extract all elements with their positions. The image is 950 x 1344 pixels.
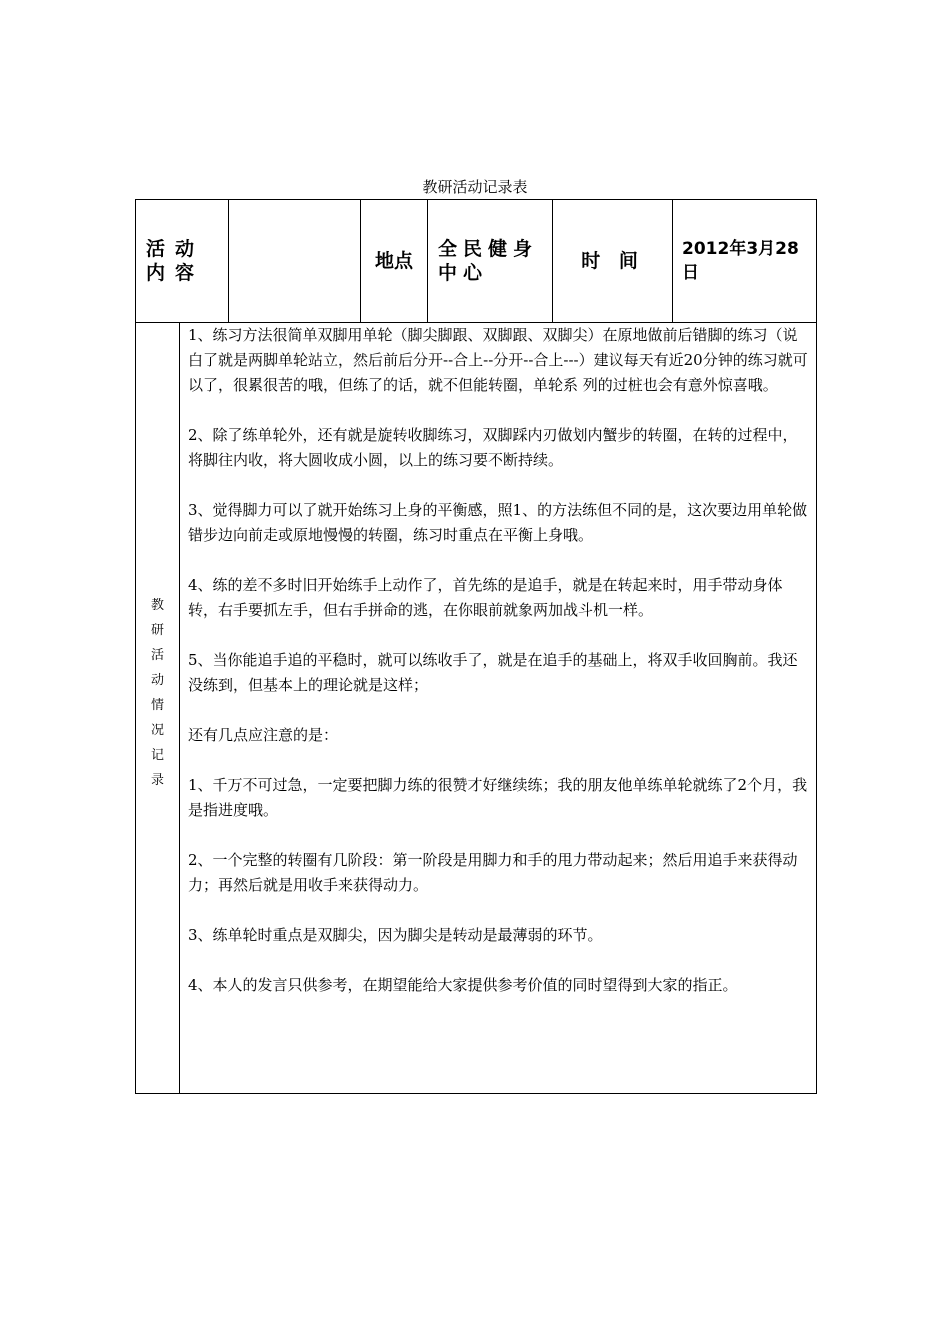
record-row [136, 323, 817, 1094]
time-label-text: 时 间 [581, 250, 644, 272]
side-label-char: 况 [150, 723, 164, 738]
side-label-char: 情 [150, 698, 164, 713]
record-paragraph: 2、除了练单轮外，还有就是旋转收脚练习，双脚踩内刃做划内蟹步的转圈，在转的过程中，将脚往内收，将大圆收成小圆，以上的练习要不断持续。 [188, 426, 798, 469]
side-label-char: 动 [150, 673, 164, 688]
record-paragraph: 3、觉得脚力可以了就开始练习上身的平衡感，照1、的方法练但不同的是，这次要边用单轮做错步边向前走或原地慢慢的转圈，练习时重点在平衡上身哦。 [188, 501, 808, 544]
record-paragraph: 5、当你能追手追的平稳时，就可以练收手了，就是在追手的基础上，将双手收回胸前。我还没练到，但基本上的理论就是这样； [188, 651, 798, 694]
record-paragraph: 4、本人的发言只供参考，在期望能给大家提供参考价值的同时望得到大家的指正。 [188, 976, 738, 994]
side-label-char: 教 [150, 598, 164, 613]
record-paragraph: 1、练习方法很简单双脚用单轮（脚尖脚跟、双脚跟、双脚尖）在原地做前后错脚的练习（说白了就是两脚单轮站立，然后前后分开--合上--分开--合上---）建议每天有近20分钟的练习就可以了，很累很苦的哦，但练了的话，就不但能转圈，单轮系 列的过桩也会有意外惊喜哦。 [188, 326, 808, 394]
side-label-char: 记 [150, 748, 164, 763]
place-value: 全民健身中心 [428, 200, 553, 323]
place-label: 地点 [361, 200, 428, 323]
activity-content-label: 活动内容 [136, 200, 229, 323]
side-label-char: 活 [150, 648, 164, 663]
record-content [180, 323, 817, 1094]
record-paragraph: 4、练的差不多时旧开始练手上动作了，首先练的是追手，就是在转起来时，用手带动身体转，右手要抓左手，但右手拼命的逃，在你眼前就象两加战斗机一样。 [188, 576, 783, 619]
header-row [136, 200, 817, 323]
record-paragraph: 1、千万不可过急，一定要把脚力练的很赞才好继续练；我的朋友他单练单轮就练了2个月，我是指进度哦。 [188, 776, 808, 819]
record-paragraph: 还有几点应注意的是： [188, 726, 339, 744]
record-side-label [136, 323, 180, 1094]
activity-record-table [135, 199, 817, 1094]
side-label-char: 录 [150, 773, 164, 788]
side-label-char: 研 [150, 623, 164, 638]
time-value: 2012年3月28日 [673, 200, 817, 323]
document-title: 教研活动记录表 [422, 178, 528, 196]
record-paragraph: 2、一个完整的转圈有几阶段：第一阶段是用脚力和手的甩力带动起来；然后用追手来获得动力；再然后就是用收手来获得动力。 [188, 851, 798, 894]
time-label [553, 200, 673, 323]
activity-content-value [229, 200, 361, 323]
record-paragraph: 3、练单轮时重点是双脚尖，因为脚尖是转动是最薄弱的环节。 [188, 926, 603, 944]
